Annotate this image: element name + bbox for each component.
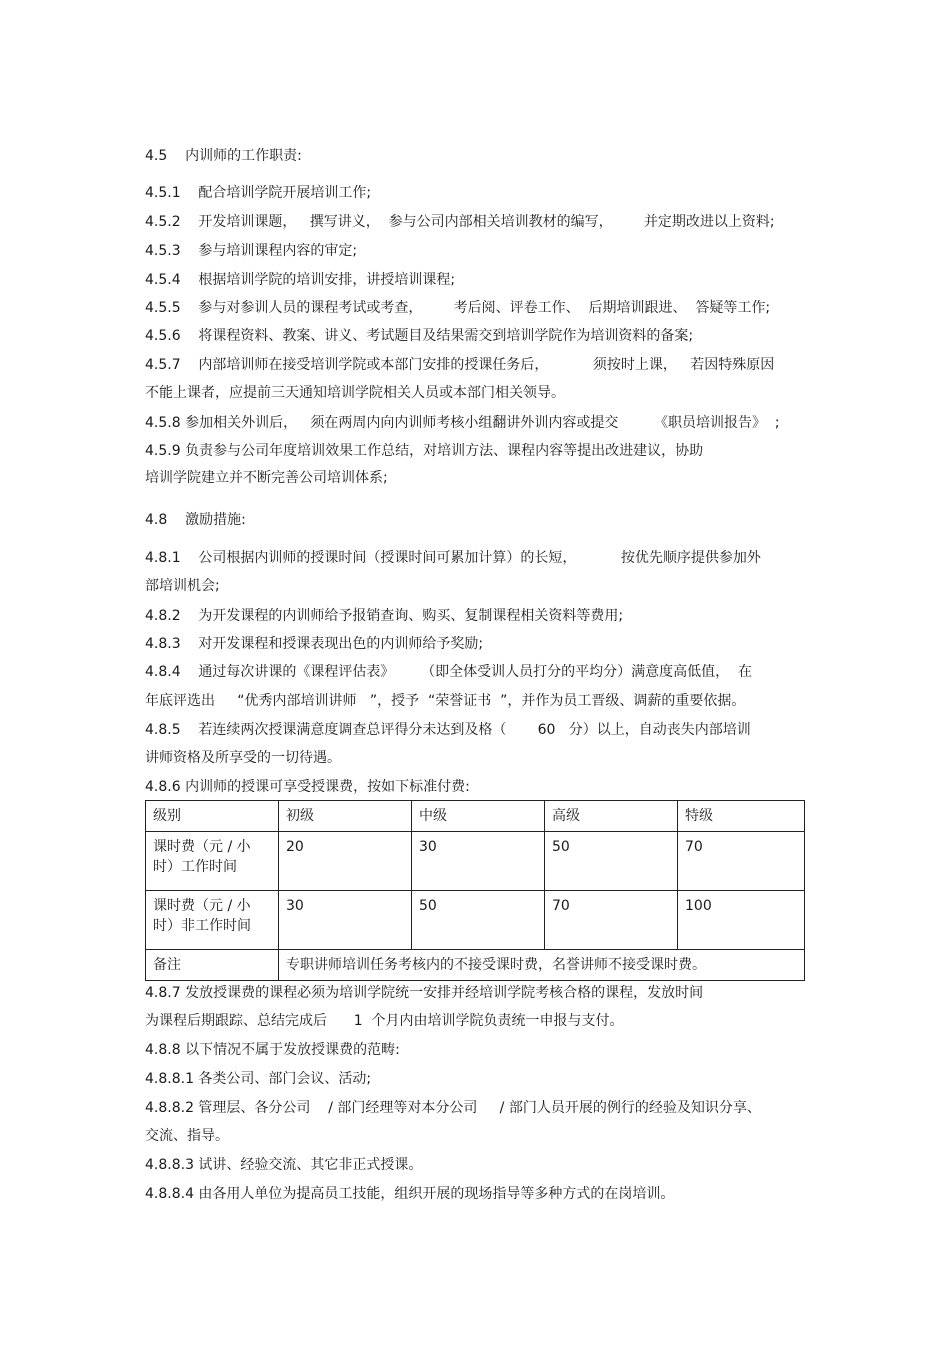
row-label: 课时费（元 / 小时）工作时间 bbox=[146, 832, 279, 891]
clause-4-8-8-2: 4.8.8.2 管理层、各分公司 / 部门经理等对本分公司 / 部门人员开展的例行的经验及知识分享、 bbox=[145, 1100, 761, 1116]
table-cell: 100 bbox=[678, 891, 805, 950]
clause-4-5-3: 4.5.3 参与培训课程内容的审定; bbox=[145, 243, 358, 259]
table-header-cell: 中级 bbox=[412, 801, 545, 832]
table-cell: 50 bbox=[545, 832, 678, 891]
table-header-row bbox=[146, 801, 805, 832]
clause-4-5-5: 4.5.5 参与对参训人员的课程考试或考查， 考后阅、评卷工作、 后期培训跟进、 答疑等工作; bbox=[145, 300, 771, 316]
table-cell: 30 bbox=[412, 832, 545, 891]
clause-4-8-1-cont: 部培训机会; bbox=[145, 578, 220, 594]
clause-4-5-7: 4.5.7 内部培训师在接受培训学院或本部门安排的授课任务后， 须按时上课， 若因特殊原因 bbox=[145, 357, 775, 373]
row-label: 课时费（元 / 小时）非工作时间 bbox=[146, 891, 279, 950]
clause-4-8-8: 4.8.8 以下情况不属于发放授课费的范畴: bbox=[145, 1042, 400, 1058]
table-header-cell: 特级 bbox=[678, 801, 805, 832]
clause-4-8-8-3: 4.8.8.3 试讲、经验交流、其它非正式授课。 bbox=[145, 1157, 423, 1173]
clause-4-8-1: 4.8.1 公司根据内训师的授课时间（授课时间可累加计算）的长短， 按优先顺序提供参加外 bbox=[145, 550, 761, 566]
clause-4-8-8-4: 4.8.8.4 由各用人单位为提高员工技能，组织开展的现场指导等多种方式的在岗培训。 bbox=[145, 1186, 675, 1202]
clause-4-5-4: 4.5.4 根据培训学院的培训安排，讲授培训课程; bbox=[145, 272, 456, 288]
clause-4-5-9-cont: 培训学院建立并不断完善公司培训体系; bbox=[145, 470, 388, 486]
clause-4-8-8-1: 4.8.8.1 各类公司、部门会议、活动; bbox=[145, 1071, 372, 1087]
clause-4-5-9: 4.5.9 负责参与公司年度培训效果工作总结，对培训方法、课程内容等提出改进建议，协助 bbox=[145, 443, 704, 459]
clause-4-8-5: 4.8.5 若连续两次授课满意度调查总评得分未达到及格（ 60 分）以上，自动丧失内部培训 bbox=[145, 722, 751, 738]
table-row bbox=[146, 891, 805, 950]
clause-4-8-2: 4.8.2 为开发课程的内训师给予报销查询、购买、复制课程相关资料等费用; bbox=[145, 608, 624, 624]
clause-4-5-2: 4.5.2 开发培训课题， 撰写讲义， 参与公司内部相关培训教材的编写， 并定期改进以上资料; bbox=[145, 214, 775, 230]
clause-4-8-5-cont: 讲师资格及所享受的一切待遇。 bbox=[145, 750, 341, 766]
clause-4-8-4-cont: 年底评选出 “优秀内部培训讲师 ”，授予 “荣誉证书 ”，并作为员工晋级、调薪的重要依据。 bbox=[145, 693, 746, 709]
table-cell: 20 bbox=[279, 832, 412, 891]
clause-4-8-7-cont: 为课程后期跟踪、总结完成后 1 个月内由培训学院负责统一申报与支付。 bbox=[145, 1013, 624, 1029]
clause-4-5-1: 4.5.1 配合培训学院开展培训工作; bbox=[145, 185, 372, 201]
clause-4-8-6: 4.8.6 内训师的授课可享受授课费，按如下标准付费: bbox=[145, 779, 470, 795]
table-header-cell: 级别 bbox=[146, 801, 279, 832]
clause-4-5-6: 4.5.6 将课程资料、教案、讲义、考试题目及结果需交到培训学院作为培训资料的备案; bbox=[145, 328, 694, 344]
table-row bbox=[146, 832, 805, 891]
table-header-cell: 高级 bbox=[545, 801, 678, 832]
clause-4-8-8-2-cont: 交流、指导。 bbox=[145, 1128, 229, 1144]
fee-table bbox=[145, 800, 805, 981]
clause-4-8-3: 4.8.3 对开发课程和授课表现出色的内训师给予奖励; bbox=[145, 636, 484, 652]
table-cell: 70 bbox=[678, 832, 805, 891]
table-cell: 70 bbox=[545, 891, 678, 950]
clause-4-8-4: 4.8.4 通过每次讲课的《课程评估表》 （即全体受训人员打分的平均分）满意度高低值， 在 bbox=[145, 664, 753, 680]
table-remark-row bbox=[146, 950, 805, 981]
table-cell: 30 bbox=[279, 891, 412, 950]
remark-label: 备注 bbox=[146, 950, 279, 981]
clause-4-5-7-cont: 不能上课者，应提前三天通知培训学院相关人员或本部门相关领导。 bbox=[145, 385, 565, 401]
clause-4-5-8: 4.5.8 参加相关外训后， 须在两周内向内训师考核小组翻讲外训内容或提交 《职员培训报告》 ; bbox=[145, 415, 780, 431]
table-header-cell: 初级 bbox=[279, 801, 412, 832]
table-cell: 50 bbox=[412, 891, 545, 950]
section-heading-4-8: 4.8 激励措施: bbox=[145, 512, 246, 528]
remark-text: 专职讲师培训任务考核内的不接受课时费，名誉讲师不接受课时费。 bbox=[279, 950, 805, 981]
section-heading-4-5: 4.5 内训师的工作职责: bbox=[145, 148, 302, 164]
clause-4-8-7: 4.8.7 发放授课费的课程必须为培训学院统一安排并经培训学院考核合格的课程，发放时间 bbox=[145, 985, 704, 1001]
